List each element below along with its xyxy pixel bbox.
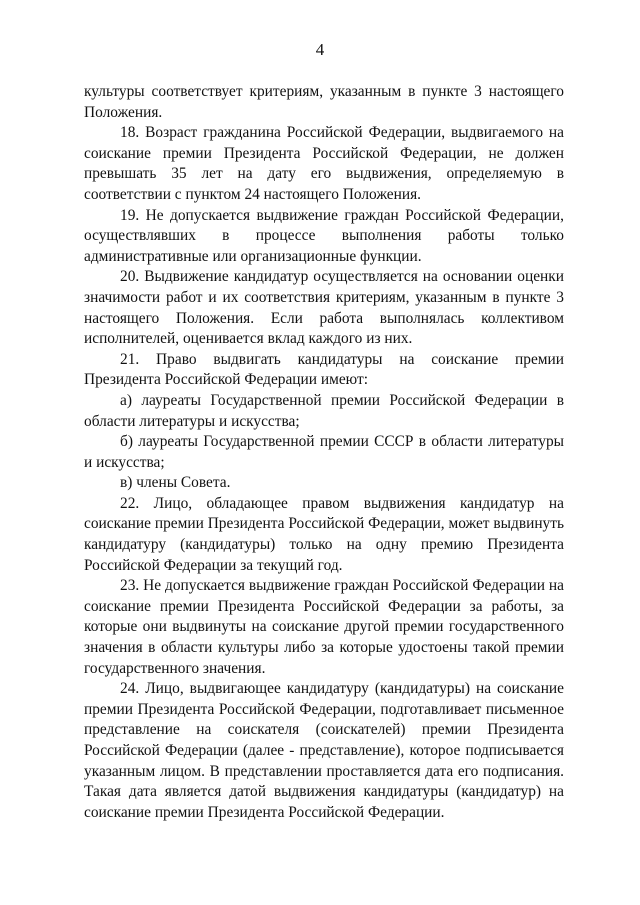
list-item-v: в) члены Совета. — [120, 474, 231, 492]
paragraph-20: 20. Выдвижение кандидатур осуществляется на основании оценки значимости работ и их соответствия критериям, указанным в пункте 3 настоящего Положения. Если работа выполнялась коллективом исполнителей, оценивается вклад каждого из них. — [84, 268, 564, 348]
paragraph-19: 19. Не допускается выдвижение граждан Российской Федерации, осуществлявших в процессе выполнения работы только административные или организационные функции. — [84, 206, 564, 265]
list-item-b: б) лауреаты Государственной премии СССР в области литературы и искусства; — [84, 433, 564, 471]
paragraph-18: 18. Возраст гражданина Российской Федерации, выдвигаемого на соискание премии Президента Российской Федерации, не должен превышать 35 лет на дату его выдвижения, определяемую в соответствии с пунктом 24 настоящего Положения. — [84, 124, 564, 203]
paragraph-continuation: культуры соответствует критериям, указанным в пункте 3 настоящего Положения. — [84, 83, 564, 121]
paragraph-21: 21. Право выдвигать кандидатуры на соискание премии Президента Российской Федерации имеют: — [84, 350, 564, 389]
list-item-a: а) лауреаты Государственной премии Российской Федерации в области литературы и искусства; — [84, 391, 564, 430]
document-body — [84, 82, 564, 823]
page-number: 4 — [315, 40, 325, 59]
paragraph-23: 23. Не допускается выдвижение граждан Российской Федерации на соискание премии Президента Российской Федерации за работы, за которые они выдвинуты на соискание другой премии государственного значения в области культуры либо за которые удостоены такой премии государственного значения. — [84, 577, 564, 677]
paragraph-22: 22. Лицо, обладающее правом выдвижения кандидатур на соискание премии Президента Российской Федерации, может выдвинуть кандидатуру (кандидатуры) только на одну премию Президента Российской Федерации за текущий год. — [84, 494, 564, 574]
paragraph-24: 24. Лицо, выдвигающее кандидатуру (кандидатуры) на соискание премии Президента Российской Федерации, подготавливает письменное представление на соискателя (соискателей) премии Президента Российской Федерации (далее - представление), которое подписывается указанным лицом. В представлении проставляется дата его подписания. Такая дата является датой выдвижения кандидатуры (кандидатур) на соискание премии Президента Российской Федерации. — [84, 680, 564, 821]
